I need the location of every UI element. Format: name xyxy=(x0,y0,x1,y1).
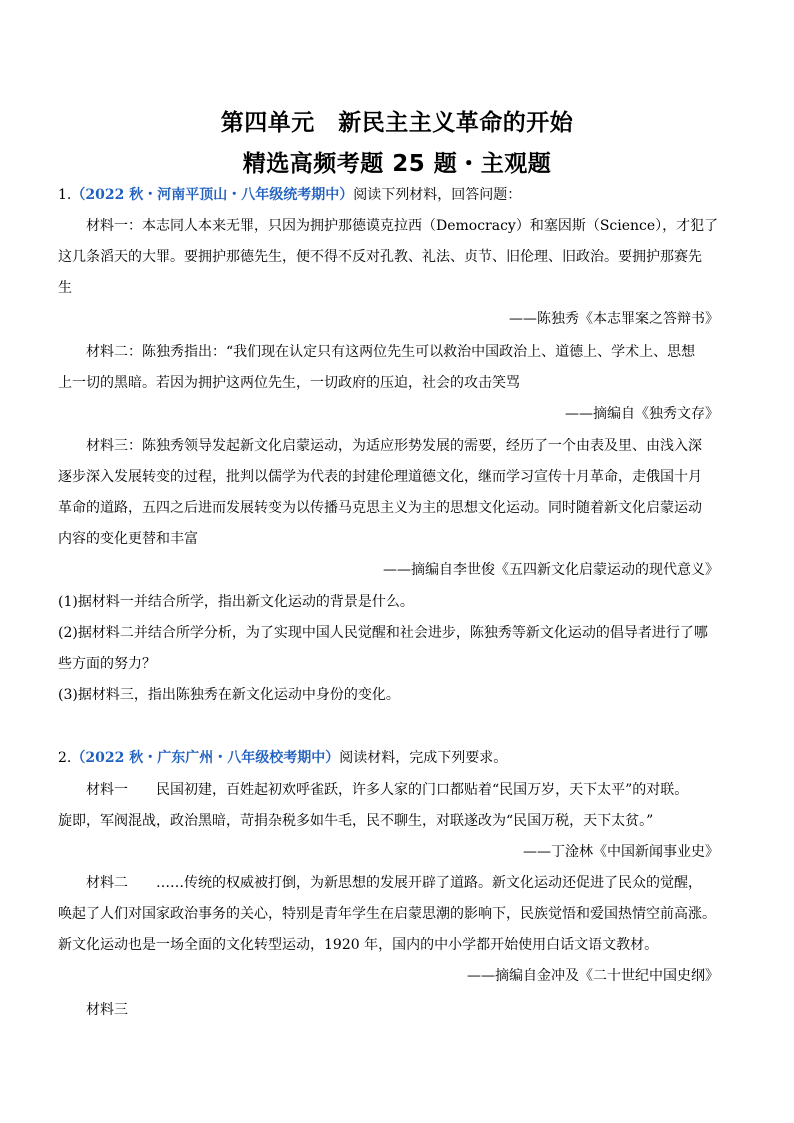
q1-material2-line: 上一切的黑暗。若因为拥护这两位先生，一切政府的压迫，社会的攻击笑骂 xyxy=(58,375,520,391)
q1-material3-line: 革命的道路，五四之后进而发展转变为以传播马克思主义为主的思想文化运动。同时随着新文化启蒙运动 xyxy=(58,500,702,516)
q2-material1-line: 材料一 民国初建，百姓起初欢呼雀跃，许多人家的门口都贴着“民国万岁，天下太平”的对联。 xyxy=(86,782,689,798)
q1-subquestion-2-cont: 些方面的努力？ xyxy=(58,656,156,672)
question-prompt: 阅读下列材料，回答问题： xyxy=(353,187,522,203)
question-number: 1. xyxy=(58,187,72,203)
q1-subquestion-1: (1)据材料一并结合所学，指出新文化运动的背景是什么。 xyxy=(58,594,414,610)
question-source: （2022 秋・河南平顶山・八年级统考期中） xyxy=(71,187,354,203)
q2-material1-line: 旋即，军阀混战，政治黑暗，苛捐杂税多如牛毛，民不聊生，对联遂改为“民国万税，天下太贫。” xyxy=(58,813,654,829)
q2-material2-line: 新文化运动也是一场全面的文化转型运动，1920 年，国内的中小学都开始使用白话文语文教材。 xyxy=(58,937,659,953)
question-2-header xyxy=(58,748,507,768)
q1-material2-line: 材料二：陈独秀指出：“我们现在认定只有这两位先生可以救治中国政治上、道德上、学术上、思想 xyxy=(86,344,696,360)
q1-material2-citation: ——摘编自《独秀文存》 xyxy=(565,406,719,422)
q1-material3-line: 内容的变化更替和丰富 xyxy=(58,531,198,547)
q1-subquestion-3: (3)据材料三，指出陈独秀在新文化运动中身份的变化。 xyxy=(58,687,400,703)
question-source: （2022 秋・广东广州・八年级校考期中） xyxy=(71,750,340,766)
q1-material3-line: 逐步深入发展转变的过程，批判以儒学为代表的封建伦理道德文化，继而学习宣传十月革命，走俄国十月 xyxy=(58,469,702,485)
question-1-header xyxy=(58,185,521,205)
q1-material1-line: 材料一：本志同人本来无罪，只因为拥护那德谟克拉西（Democracy）和塞因斯（Science），才犯了 xyxy=(86,218,719,234)
q2-material1-citation: ——丁淦林《中国新闻事业史》 xyxy=(523,844,719,860)
q2-material2-line: 材料二 ……传统的权威被打倒，为新思想的发展开辟了道路。新文化运动还促进了民众的觉醒， xyxy=(86,875,702,891)
question-prompt: 阅读材料，完成下列要求。 xyxy=(339,750,508,766)
unit-title: 第四单元 新民主主义革命的开始 xyxy=(220,110,574,136)
q2-material3-label: 材料三 xyxy=(86,1002,128,1018)
q2-material2-line: 唤起了人们对国家政治事务的关心，特别是青年学生在启蒙思潮的影响下，民族觉悟和爱国热情空前高涨。 xyxy=(58,906,716,922)
q2-material2-citation: ——摘编自金冲及《二十世纪中国史纲》 xyxy=(467,968,719,984)
q1-material1-line: 这几条滔天的大罪。要拥护那德先生，便不得不反对孔教、礼法、贞节、旧伦理、旧政治。要拥护那赛先 xyxy=(58,249,702,265)
q1-material3-line: 材料三：陈独秀领导发起新文化启蒙运动，为适应形势发展的需要，经历了一个由表及里、由浅入深 xyxy=(86,438,702,454)
question-number: 2. xyxy=(58,750,72,766)
q1-subquestion-2: (2)据材料二并结合所学分析，为了实现中国人民觉醒和社会进步，陈独秀等新文化运动的倡导者进行了哪 xyxy=(58,625,708,641)
unit-subtitle: 精选高频考题 25 题・主观题 xyxy=(242,151,552,177)
q1-material1-citation: ——陈独秀《本志罪案之答辩书》 xyxy=(509,311,719,327)
q1-material3-citation: ——摘编自李世俊《五四新文化启蒙运动的现代意义》 xyxy=(383,562,719,578)
q1-material1-line: 生 xyxy=(58,280,72,296)
